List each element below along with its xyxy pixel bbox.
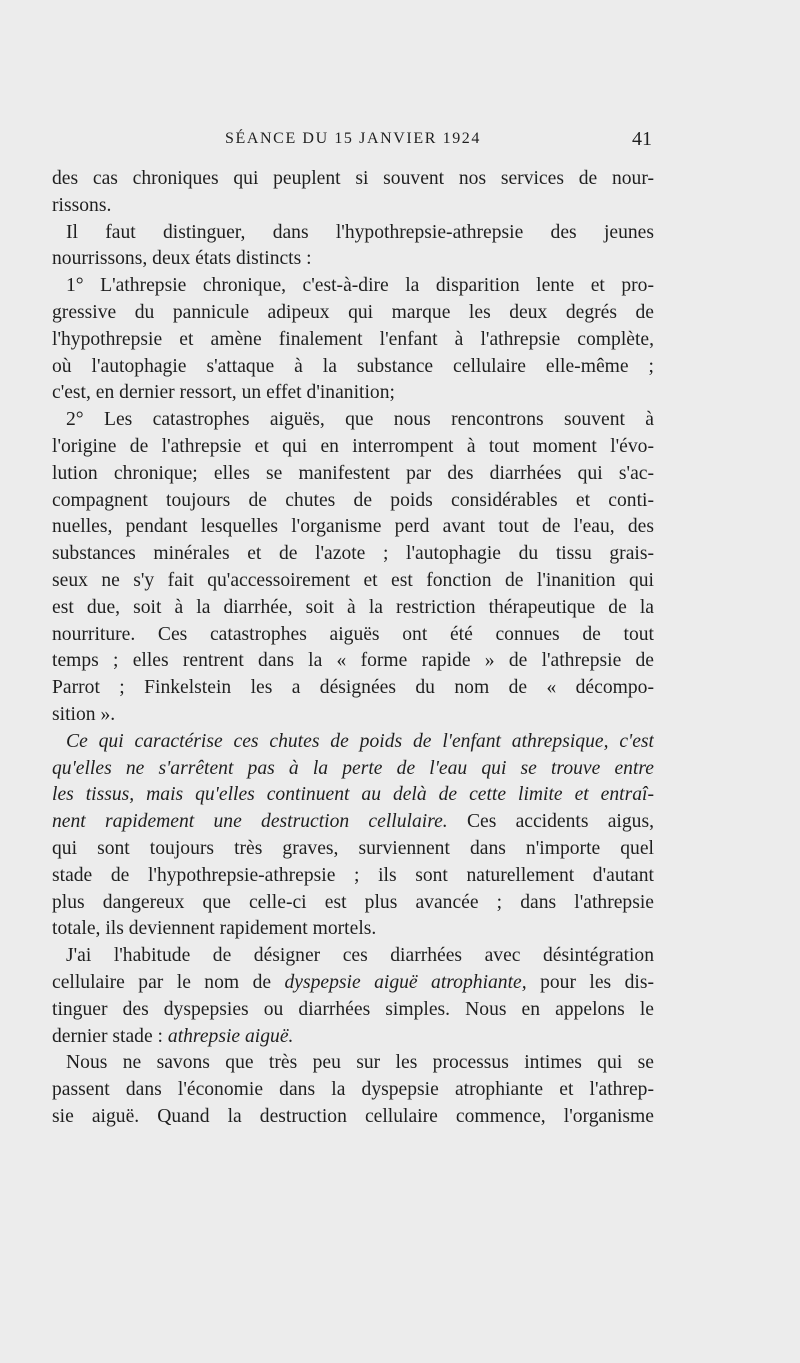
text-line	[52, 836, 654, 863]
text-line-content: nourriture. Ces catastrophes aiguës ont été connues de tout	[52, 623, 654, 645]
text-line	[52, 193, 654, 220]
text-line	[52, 595, 654, 622]
text-line	[52, 541, 654, 568]
text-line-content: nuelles, pendant lesquelles l'organisme perd avant tout de l'eau, des	[52, 516, 654, 538]
text-line	[52, 675, 654, 702]
text-line-tail: pour les dis-	[526, 971, 654, 993]
text-line	[52, 273, 654, 300]
text-line-content: nent rapidement une destruction cellulaire.	[52, 811, 448, 833]
page-number: 41	[632, 128, 652, 150]
text-line	[52, 166, 654, 193]
text-line	[52, 782, 654, 809]
text-line	[52, 220, 654, 247]
text-line-content: totale, ils deviennent rapidement mortels.	[52, 918, 377, 940]
text-line-content: Il faut distinguer, dans l'hypothrepsie-athrepsie des jeunes	[66, 221, 654, 243]
text-line	[52, 488, 654, 515]
text-line	[52, 863, 654, 890]
text-line	[52, 300, 654, 327]
text-line	[52, 246, 654, 273]
body-text	[52, 166, 654, 1131]
page-header	[52, 128, 654, 156]
text-line	[52, 997, 654, 1024]
text-line	[52, 568, 654, 595]
text-line-content: seux ne s'y fait qu'accessoirement et est fonction de l'inanition qui	[52, 569, 654, 591]
text-line-content: lution chronique; elles se manifestent par des diarrhées qui s'ac-	[52, 462, 654, 484]
text-line-content: 1° L'athrepsie chronique, c'est-à-dire la disparition lente et pro-	[66, 275, 654, 297]
text-line	[52, 461, 654, 488]
text-line-italic: athrepsie aiguë.	[167, 1025, 294, 1047]
text-line-content: 2° Les catastrophes aiguës, que nous rencontrons souvent à	[66, 409, 654, 431]
text-line-content: les tissus, mais qu'elles continuent au delà de cette limite et entraî-	[52, 784, 654, 806]
text-line-content: l'hypothrepsie et amène finalement l'enfant à l'athrepsie complète,	[52, 328, 654, 350]
text-line-content: est due, soit à la diarrhée, soit à la restriction thérapeutique de la	[52, 596, 654, 618]
text-line-content: compagnent toujours de chutes de poids considérables et conti-	[52, 489, 654, 511]
text-line-content: Ce qui caractérise ces chutes de poids de l'enfant athrepsique, c'est	[66, 730, 654, 752]
text-line-content: plus dangereux que celle-ci est plus avancée ; dans l'athrepsie	[52, 891, 654, 913]
text-line-content: qui sont toujours très graves, surviennent dans n'importe quel	[52, 837, 654, 859]
text-line-content: l'origine de l'athrepsie et qui en interrompent à tout moment l'évo-	[52, 435, 654, 457]
text-line	[52, 1077, 654, 1104]
text-line-content: nourrissons, deux états distincts :	[52, 248, 312, 270]
text-line	[52, 1050, 654, 1077]
running-head: SÉANCE DU 15 JANVIER 1924	[225, 130, 481, 147]
text-line	[52, 916, 654, 943]
text-line-content: sition ».	[52, 703, 116, 725]
text-line	[52, 622, 654, 649]
text-line	[52, 702, 654, 729]
text-line-content: Nous ne savons que très peu sur les processus intimes qui se	[66, 1052, 654, 1074]
text-line	[52, 380, 654, 407]
text-line	[52, 407, 654, 434]
text-line-content: dernier stade :	[52, 1025, 168, 1047]
text-line-content: J'ai l'habitude de désigner ces diarrhées avec désintégration	[66, 945, 654, 967]
text-line-content: tinguer des dyspepsies ou diarrhées simples. Nous en appelons le	[52, 998, 654, 1020]
text-line	[52, 756, 654, 783]
text-line	[52, 1104, 654, 1131]
text-line	[52, 354, 654, 381]
text-line	[52, 327, 654, 354]
text-line-tail: Ces accidents aigus,	[447, 811, 654, 833]
text-line	[52, 729, 654, 756]
text-line	[52, 434, 654, 461]
text-line-content: c'est, en dernier ressort, un effet d'inanition;	[52, 382, 395, 404]
text-line	[52, 648, 654, 675]
text-line	[52, 1024, 654, 1051]
text-line-content: rissons.	[52, 194, 112, 216]
text-line-content: cellulaire par le nom de	[52, 971, 285, 993]
text-line-content: Parrot ; Finkelstein les a désignées du nom de « décompo-	[52, 677, 654, 699]
text-line-content: sie aiguë. Quand la destruction cellulaire commence, l'organisme	[52, 1105, 654, 1127]
text-line-content: passent dans l'économie dans la dyspepsie atrophiante et l'athrep-	[52, 1079, 654, 1101]
text-line-content: qu'elles ne s'arrêtent pas à la perte de l'eau qui se trouve entre	[52, 757, 654, 779]
text-line	[52, 943, 654, 970]
text-line	[52, 890, 654, 917]
text-line-content: où l'autophagie s'attaque à la substance cellulaire elle-même ;	[52, 355, 654, 377]
text-line-content: des cas chroniques qui peuplent si souvent nos services de nour-	[52, 168, 654, 189]
text-line-content: temps ; elles rentrent dans la « forme rapide » de l'athrepsie de	[52, 650, 654, 672]
text-line-content: gressive du pannicule adipeux qui marque les deux degrés de	[52, 301, 654, 323]
text-line	[52, 514, 654, 541]
text-line-content: substances minérales et de l'azote ; l'autophagie du tissu grais-	[52, 543, 654, 565]
text-line-content: stade de l'hypothrepsie-athrepsie ; ils sont naturellement d'autant	[52, 864, 654, 886]
text-line-italic: dyspepsie aiguë atrophiante,	[284, 971, 527, 993]
text-line	[52, 970, 654, 997]
text-line	[52, 809, 654, 836]
